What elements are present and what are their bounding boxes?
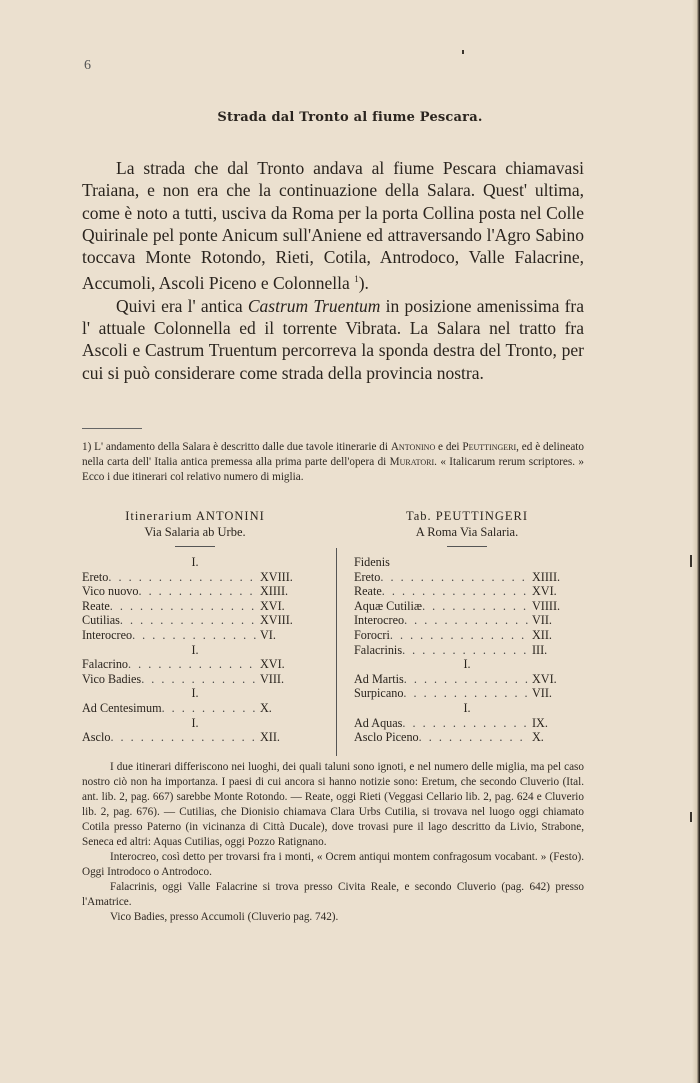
peuttingeri-miles: XVI. <box>532 671 557 686</box>
antonini-miles: VI. <box>260 627 276 642</box>
peuttingeri-miles: IX. <box>532 715 548 730</box>
peuttingeri-leader-dots <box>382 584 528 599</box>
antonini-place: Interocreo <box>82 627 133 642</box>
peuttingeri-place: Surpicano <box>354 686 404 701</box>
page-edge-shadow <box>692 0 700 1083</box>
antonini-leader-dots <box>108 570 256 585</box>
peuttingeri-row <box>354 672 580 687</box>
peuttingeri-miles: VII. <box>532 613 552 628</box>
peuttingeri-place: Reate <box>354 584 382 599</box>
peuttingeri-leader-dots <box>422 599 528 614</box>
antonini-heading-1: Itinerarium ANTONINI <box>125 509 265 523</box>
notes <box>82 760 584 925</box>
peuttingeri-leader-dots <box>380 570 528 585</box>
note-paragraph: I due itinerari differiscono nei luoghi, dei quali taluni sono ignoti, e nel numero delle miglia, ma pel caso nostro ciò non ha importanza. I paesi di cui ancora si hanno notizie sono: Eretum, che secondo Cluverio (Ital. ant. lib. 2, pag. 667) sarebbe Monte Rotondo. — Reate, oggi Rieti (Veggasi Cellario lib. 2, pag. 624 e Cluverio lib. 2, pag. 676). — Cutilias, che Dionisio chiamava Clara Urbs Cutilia, si trovava nel luogo oggi chiamato Cotila presso Paterno (in vicinanza di Città Ducale), dove trovasi pure il lago descritto da Livio, Strabone, Seneca ed altri: Aquas Cutilias, oggi Pozzo Ratignano. <box>82 761 584 848</box>
paragraph-2 <box>82 295 584 384</box>
peuttingeri-row <box>354 701 580 716</box>
peuttingeri-place: Asclo Piceno <box>354 730 419 745</box>
antonini-heading-rule <box>175 546 215 547</box>
antonini-leader-dots <box>110 599 256 614</box>
peuttingeri-place: Ad Aquas <box>354 715 403 730</box>
antonini-row <box>82 570 308 585</box>
antonini-place: Ereto <box>82 569 109 584</box>
antonini-place: Cutilias <box>82 613 120 628</box>
antonini-place: I. <box>191 555 199 569</box>
footnote-name-antonino: Antonino <box>390 441 436 453</box>
antonini-miles: XVI. <box>260 598 285 613</box>
note-paragraph: Interocreo, così detto per trovarsi fra i monti, « Ocrem antiqui montem confragosum vocabant. » (Festo). Oggi Introdoco o Antrodoco. <box>82 851 584 878</box>
antonini-heading <box>82 508 308 547</box>
peuttingeri-leader-dots <box>404 613 528 628</box>
footnote <box>82 440 584 485</box>
peuttingeri-itinerary <box>354 508 580 745</box>
paragraph-2-italic: Castrum Truentum <box>247 295 381 316</box>
peuttingeri-place: Ad Martis <box>354 671 404 686</box>
antonini-place: Vico Badies <box>82 671 142 686</box>
antonini-row <box>82 599 308 614</box>
peuttingeri-row <box>354 643 580 658</box>
peuttingeri-row <box>354 570 580 585</box>
footnote-text-a: 1) L' andamento della Salara è descritto dalle due tavole itinerarie di <box>82 441 391 453</box>
antonini-miles: XIIII. <box>260 584 289 599</box>
paragraph-2-text-a: Quivi era l' antica <box>116 295 248 316</box>
main-text <box>82 157 584 384</box>
peuttingeri-row <box>354 555 580 570</box>
antonini-leader-dots <box>128 657 256 672</box>
peuttingeri-miles: III. <box>532 642 548 657</box>
peuttingeri-miles: VIIII. <box>532 598 561 613</box>
antonini-place: Reate <box>82 598 110 613</box>
antonini-itinerary <box>82 508 308 745</box>
peuttingeri-place: Forocri <box>354 627 390 642</box>
antonini-leader-dots <box>110 730 256 745</box>
peuttingeri-miles: X. <box>532 730 544 745</box>
antonini-row <box>82 657 308 672</box>
table-divider <box>336 548 337 756</box>
antonini-miles: X. <box>260 700 272 715</box>
antonini-row <box>82 584 308 599</box>
peuttingeri-row <box>354 628 580 643</box>
peuttingeri-row <box>354 584 580 599</box>
footnote-name-peuttingeri: Peuttingeri <box>462 441 517 453</box>
note-paragraph: Falacrinis, oggi Valle Falacrine si trova presso Civita Reale, e secondo Cluverio (pag. 642) presso l'Amatrice. <box>82 881 584 908</box>
antonini-place: I. <box>191 642 199 657</box>
note-paragraph: Vico Badies, presso Accumoli (Cluverio pag. 742). <box>110 911 339 923</box>
antonini-leader-dots <box>141 672 256 687</box>
antonini-miles: VIII. <box>260 671 285 686</box>
footnote-name-muratori: Muratori <box>389 456 435 468</box>
paragraph-1-end: ). <box>358 273 369 294</box>
antonini-row <box>82 643 308 658</box>
peuttingeri-row <box>354 599 580 614</box>
antonini-leader-dots <box>132 628 256 643</box>
footnote-text-d: . « Italicarum rerum scriptores. » Ecco i due itinerari col relativo numero di miglia. <box>82 456 584 483</box>
peuttingeri-place: Aquæ Cutiliæ <box>354 598 423 613</box>
peuttingeri-place: I. <box>463 700 471 715</box>
footnote-text-c: , ed è delineato nella carta dell' Italia antica premessa alla prima parte dell'opera di <box>82 441 585 468</box>
peuttingeri-leader-dots <box>403 686 528 701</box>
antonini-row <box>82 686 308 701</box>
antonini-row <box>82 730 308 745</box>
antonini-place: Ad Centesimum <box>82 700 162 715</box>
paragraph-1-text: La strada che dal Tronto andava al fiume Pescara chiamavasi Traiana, e non era che la continuazione della Salara. Quest' ultima, come è noto a tutti, usciva da Roma per la porta Collina posta nel Colle Quirinale pel ponte Anicum sull'Aniene ed attraversando l'Agro Sabino toccava Monte Rotondo, Rieti, Cotila, Antrodoco, Valle Falacrine, Accumoli, Ascoli Piceno e Colonnella <box>82 158 584 294</box>
peuttingeri-row <box>354 613 580 628</box>
antonini-place: Vico nuovo <box>82 584 139 599</box>
antonini-miles: XVIII. <box>260 613 293 628</box>
page-number: 6 <box>84 58 91 73</box>
antonini-place: I. <box>191 686 199 701</box>
peuttingeri-place: Interocreo <box>354 613 405 628</box>
peuttingeri-miles: XIIII. <box>532 569 561 584</box>
paragraph-2-text-b: in posizione amenissima fra l' attuale Colonnella ed il torrente Vibrata. La Salara nel tratto fra Ascoli e Castrum Truentum percorreva la sponda destra del Tronto, per cui si può considerare come strada della provincia nostra. <box>82 295 585 383</box>
antonini-miles: XVI. <box>260 657 285 672</box>
paragraph-1 <box>82 157 584 295</box>
antonini-heading-2: Via Salaria ab Urbe. <box>144 525 246 539</box>
antonini-row <box>82 613 308 628</box>
peuttingeri-row <box>354 686 580 701</box>
peuttingeri-heading-rule <box>447 546 487 547</box>
antonini-row <box>82 555 308 570</box>
antonini-leader-dots <box>138 584 256 599</box>
peuttingeri-row <box>354 730 580 745</box>
antonini-row <box>82 672 308 687</box>
antonini-rows <box>82 555 308 745</box>
antonini-miles: XVIII. <box>260 569 293 584</box>
antonini-leader-dots <box>162 701 256 716</box>
footnote-text-b: e dei <box>435 441 463 453</box>
section-title: Strada dal Tronto al fiume Pescara. <box>217 110 483 125</box>
peuttingeri-miles: XVI. <box>532 584 557 599</box>
footnote-marker: 1 <box>354 274 359 285</box>
itinerary-tables <box>82 508 590 756</box>
ink-speck <box>462 50 464 54</box>
peuttingeri-rows <box>354 555 580 745</box>
antonini-place: I. <box>191 715 199 730</box>
peuttingeri-place: I. <box>463 657 471 672</box>
antonini-miles: XII. <box>260 730 280 745</box>
peuttingeri-leader-dots <box>404 672 528 687</box>
peuttingeri-place: Falacrinis <box>354 642 403 657</box>
peuttingeri-leader-dots <box>402 716 528 731</box>
antonini-row <box>82 628 308 643</box>
peuttingeri-row <box>354 716 580 731</box>
antonini-place: Falacrino <box>82 657 129 672</box>
antonini-leader-dots <box>120 613 256 628</box>
footnote-rule <box>82 428 142 429</box>
peuttingeri-heading <box>354 508 580 547</box>
peuttingeri-heading-2: A Roma Via Salaria. <box>415 525 519 539</box>
peuttingeri-row <box>354 657 580 672</box>
antonini-place: Asclo <box>82 730 111 745</box>
antonini-row <box>82 716 308 731</box>
peuttingeri-leader-dots <box>390 628 528 643</box>
peuttingeri-leader-dots <box>402 643 528 658</box>
peuttingeri-miles: XII. <box>532 627 552 642</box>
peuttingeri-miles: VII. <box>532 686 552 701</box>
peuttingeri-place: Fidenis <box>354 555 390 569</box>
peuttingeri-leader-dots <box>419 730 528 745</box>
antonini-row <box>82 701 308 716</box>
peuttingeri-heading-1: Tab. PEUTTINGERI <box>405 509 529 523</box>
peuttingeri-place: Ereto <box>354 569 381 584</box>
